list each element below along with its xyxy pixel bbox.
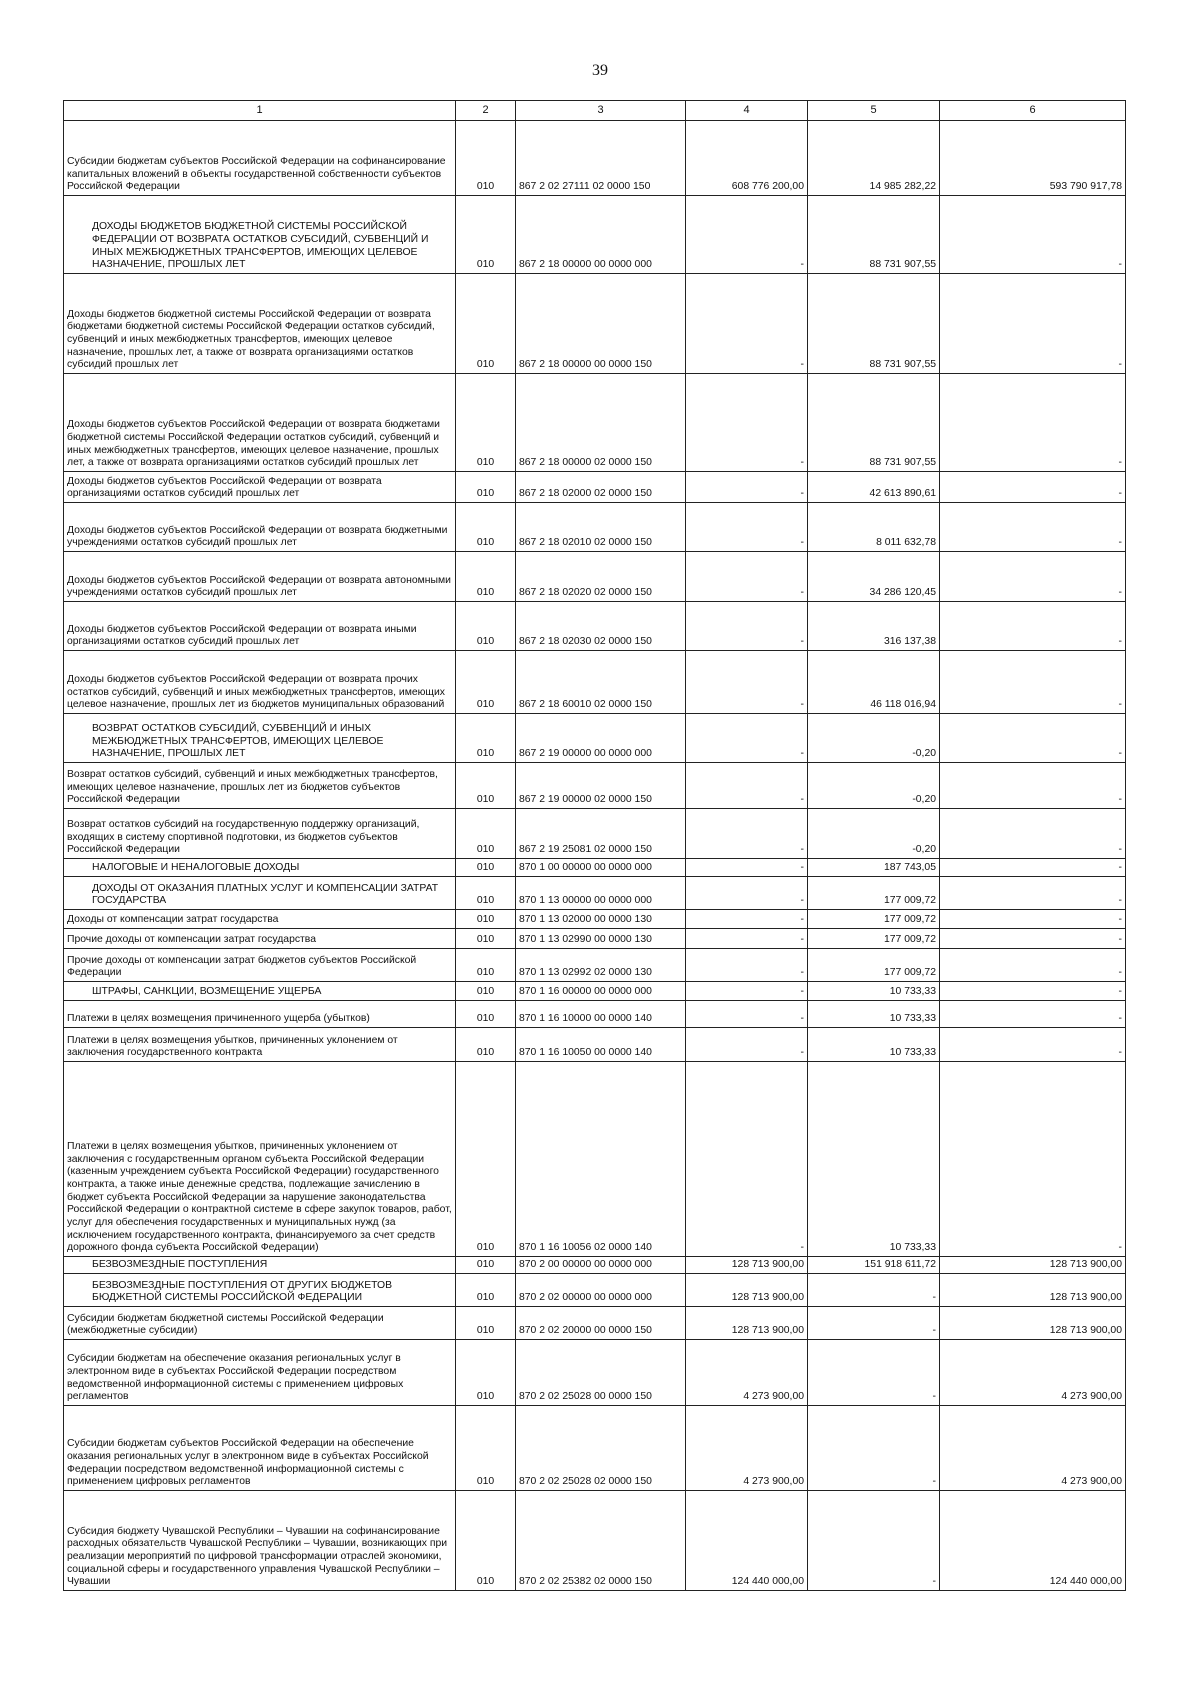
row-code: 010 <box>456 949 516 982</box>
row-budget-code: 867 2 18 00000 00 0000 000 <box>516 196 686 274</box>
row-code: 010 <box>456 274 516 374</box>
row-column-5: 46 118 016,94 <box>808 651 940 714</box>
table-row <box>64 552 1126 602</box>
page-number: 39 <box>592 62 608 79</box>
table-row <box>64 859 1126 877</box>
table-row <box>64 877 1126 910</box>
row-column-5: 177 009,72 <box>808 910 940 929</box>
row-column-6: - <box>940 472 1126 503</box>
row-code: 010 <box>456 552 516 602</box>
row-name: Доходы от компенсации затрат государства <box>64 910 456 929</box>
row-budget-code: 867 2 18 02010 02 0000 150 <box>516 503 686 552</box>
row-column-5: 177 009,72 <box>808 929 940 949</box>
row-code: 010 <box>456 1340 516 1406</box>
row-column-6: - <box>940 1062 1126 1257</box>
table-row <box>64 910 1126 929</box>
table-row <box>64 809 1126 859</box>
row-column-6: - <box>940 929 1126 949</box>
row-code: 010 <box>456 910 516 929</box>
row-code: 010 <box>456 982 516 1001</box>
column-header: 6 <box>940 101 1126 121</box>
row-code: 010 <box>456 472 516 503</box>
row-code: 010 <box>456 1028 516 1062</box>
row-name: НАЛОГОВЫЕ И НЕНАЛОГОВЫЕ ДОХОДЫ <box>64 859 456 877</box>
row-code: 010 <box>456 503 516 552</box>
row-name: ШТРАФЫ, САНКЦИИ, ВОЗМЕЩЕНИЕ УЩЕРБА <box>64 982 456 1001</box>
row-code: 010 <box>456 859 516 877</box>
row-code: 010 <box>456 714 516 763</box>
table-row <box>64 1274 1126 1307</box>
row-column-5: 42 613 890,61 <box>808 472 940 503</box>
row-name: Прочие доходы от компенсации затрат государства <box>64 929 456 949</box>
row-column-5: 177 009,72 <box>808 877 940 910</box>
table-row <box>64 121 1126 196</box>
row-column-4: - <box>686 1062 808 1257</box>
row-code: 010 <box>456 602 516 651</box>
row-name: Доходы бюджетов субъектов Российской Федерации от возврата бюджетами бюджетной системы Российской Федерации остатков субсидий, субвенций и иных межбюджетных трансфертов, имеющих целевое назначение, прошлых лет, а также от возврата организациями остатков субсидий прошлых лет <box>64 374 456 472</box>
row-column-4: - <box>686 274 808 374</box>
row-code: 010 <box>456 1257 516 1274</box>
table-row <box>64 602 1126 651</box>
row-budget-code: 870 1 16 10000 00 0000 140 <box>516 1001 686 1028</box>
row-column-4: - <box>686 503 808 552</box>
row-column-6: 593 790 917,78 <box>940 121 1126 196</box>
row-name: ДОХОДЫ ОТ ОКАЗАНИЯ ПЛАТНЫХ УСЛУГ И КОМПЕНСАЦИИ ЗАТРАТ ГОСУДАРСТВА <box>64 877 456 910</box>
row-column-4: - <box>686 196 808 274</box>
row-name: Платежи в целях возмещения убытков, причиненных уклонением от заключения с государственным органом субъекта Российской Федерации (казенным учреждением субъекта Российской Федерации) государственного контракта, а также иные денежные средства, подлежащие зачислению в бюджет субъекта Российской Федерации за нарушение законодательства Российской Федерации о контрактной системе в сфере закупок товаров, работ, услуг для обеспечения государственных и муниципальных нужд (за исключением государственного контракта, финансируемого за счет средств дорожного фонда субъекта Российской Федерации) <box>64 1062 456 1257</box>
row-budget-code: 867 2 19 25081 02 0000 150 <box>516 809 686 859</box>
row-column-6: - <box>940 503 1126 552</box>
row-budget-code: 867 2 18 00000 00 0000 150 <box>516 274 686 374</box>
row-column-6: 124 440 000,00 <box>940 1491 1126 1591</box>
row-column-6: 128 713 900,00 <box>940 1257 1126 1274</box>
row-budget-code: 870 1 16 10050 00 0000 140 <box>516 1028 686 1062</box>
table-row <box>64 949 1126 982</box>
row-column-5: 88 731 907,55 <box>808 374 940 472</box>
row-code: 010 <box>456 1062 516 1257</box>
row-column-4: - <box>686 859 808 877</box>
row-budget-code: 870 1 13 00000 00 0000 000 <box>516 877 686 910</box>
row-code: 010 <box>456 1001 516 1028</box>
header-row <box>64 101 1126 121</box>
row-name: Доходы бюджетов субъектов Российской Федерации от возврата прочих остатков субсидий, субвенций и иных межбюджетных трансфертов, имеющих целевое назначение, прошлых лет из бюджетов муниципальных образований <box>64 651 456 714</box>
row-column-5: 14 985 282,22 <box>808 121 940 196</box>
row-column-4: - <box>686 982 808 1001</box>
row-column-4: 4 273 900,00 <box>686 1340 808 1406</box>
row-column-4: - <box>686 651 808 714</box>
row-budget-code: 867 2 18 60010 02 0000 150 <box>516 651 686 714</box>
row-name: БЕЗВОЗМЕЗДНЫЕ ПОСТУПЛЕНИЯ ОТ ДРУГИХ БЮДЖЕТОВ БЮДЖЕТНОЙ СИСТЕМЫ РОССИЙСКОЙ ФЕДЕРАЦИИ <box>64 1274 456 1307</box>
row-name: Доходы бюджетов субъектов Российской Федерации от возврата автономными учреждениями остатков субсидий прошлых лет <box>64 552 456 602</box>
row-name: Возврат остатков субсидий на государственную поддержку организаций, входящих в систему спортивной подготовки, из бюджетов субъектов Российской Федерации <box>64 809 456 859</box>
table-row <box>64 651 1126 714</box>
table-row <box>64 503 1126 552</box>
row-code: 010 <box>456 651 516 714</box>
row-budget-code: 870 1 13 02990 00 0000 130 <box>516 929 686 949</box>
row-code: 010 <box>456 196 516 274</box>
row-column-6: 128 713 900,00 <box>940 1307 1126 1340</box>
row-column-6: - <box>940 910 1126 929</box>
row-column-5: - <box>808 1340 940 1406</box>
row-column-4: 128 713 900,00 <box>686 1307 808 1340</box>
row-budget-code: 870 2 02 25382 02 0000 150 <box>516 1491 686 1591</box>
row-name: Доходы бюджетов бюджетной системы Российской Федерации от возврата бюджетами бюджетной системы Российской Федерации остатков субсидий, субвенций и иных межбюджетных трансфертов, имеющих целевое назначение, прошлых лет, а также от возврата организациями остатков субсидий прошлых лет <box>64 274 456 374</box>
row-column-5: 177 009,72 <box>808 949 940 982</box>
row-column-6: - <box>940 1001 1126 1028</box>
row-column-5: -0,20 <box>808 714 940 763</box>
row-column-6: - <box>940 714 1126 763</box>
row-budget-code: 867 2 02 27111 02 0000 150 <box>516 121 686 196</box>
row-column-4: - <box>686 1028 808 1062</box>
row-column-6: - <box>940 196 1126 274</box>
row-column-4: - <box>686 1001 808 1028</box>
row-name: Субсидия бюджету Чувашской Республики – Чувашии на софинансирование расходных обязательств Чувашской Республики – Чувашии, возникающих при реализации мероприятий по цифровой трансформации отраслей экономики, социальной сферы и государственного управления Чувашской Республики – Чувашии <box>64 1491 456 1591</box>
row-name: Платежи в целях возмещения причиненного ущерба (убытков) <box>64 1001 456 1028</box>
row-column-4: - <box>686 763 808 809</box>
row-budget-code: 870 2 00 00000 00 0000 000 <box>516 1257 686 1274</box>
row-column-6: - <box>940 763 1126 809</box>
row-budget-code: 870 1 13 02992 02 0000 130 <box>516 949 686 982</box>
row-column-4: 124 440 000,00 <box>686 1491 808 1591</box>
table-row <box>64 1340 1126 1406</box>
column-header: 5 <box>808 101 940 121</box>
row-column-5: - <box>808 1274 940 1307</box>
table-row <box>64 1001 1126 1028</box>
table-row <box>64 1307 1126 1340</box>
row-code: 010 <box>456 374 516 472</box>
row-column-6: - <box>940 949 1126 982</box>
row-column-5: 10 733,33 <box>808 1028 940 1062</box>
row-budget-code: 870 2 02 25028 02 0000 150 <box>516 1406 686 1491</box>
row-budget-code: 870 2 02 25028 00 0000 150 <box>516 1340 686 1406</box>
table-row <box>64 714 1126 763</box>
row-column-4: 4 273 900,00 <box>686 1406 808 1491</box>
row-code: 010 <box>456 1406 516 1491</box>
row-column-5: - <box>808 1406 940 1491</box>
row-code: 010 <box>456 877 516 910</box>
row-column-5: 187 743,05 <box>808 859 940 877</box>
row-name: Субсидии бюджетам на обеспечение оказания региональных услуг в электронном виде в субъектах Российской Федерации посредством ведомственной информационной системы с применением цифровых регламентов <box>64 1340 456 1406</box>
row-column-5: - <box>808 1307 940 1340</box>
row-column-4: 128 713 900,00 <box>686 1274 808 1307</box>
row-column-5: 8 011 632,78 <box>808 503 940 552</box>
row-column-4: - <box>686 910 808 929</box>
row-budget-code: 870 1 13 02000 00 0000 130 <box>516 910 686 929</box>
column-header: 4 <box>686 101 808 121</box>
row-name: Платежи в целях возмещения убытков, причиненных уклонением от заключения государственного контракта <box>64 1028 456 1062</box>
row-budget-code: 867 2 19 00000 02 0000 150 <box>516 763 686 809</box>
row-column-6: - <box>940 1028 1126 1062</box>
row-column-4: - <box>686 374 808 472</box>
table-row <box>64 1406 1126 1491</box>
row-code: 010 <box>456 1307 516 1340</box>
row-column-4: 608 776 200,00 <box>686 121 808 196</box>
row-column-6: - <box>940 809 1126 859</box>
row-code: 010 <box>456 809 516 859</box>
row-column-4: - <box>686 472 808 503</box>
row-column-6: - <box>940 374 1126 472</box>
budget-table <box>63 100 1126 1591</box>
table-row <box>64 763 1126 809</box>
row-column-5: 88 731 907,55 <box>808 274 940 374</box>
row-budget-code: 870 1 00 00000 00 0000 000 <box>516 859 686 877</box>
row-code: 010 <box>456 763 516 809</box>
row-column-5: 10 733,33 <box>808 1001 940 1028</box>
column-header: 1 <box>64 101 456 121</box>
row-column-6: 4 273 900,00 <box>940 1340 1126 1406</box>
row-column-5: 10 733,33 <box>808 982 940 1001</box>
row-column-6: - <box>940 651 1126 714</box>
row-column-4: - <box>686 552 808 602</box>
row-name: Возврат остатков субсидий, субвенций и иных межбюджетных трансфертов, имеющих целевое назначение, прошлых лет из бюджетов субъектов Российской Федерации <box>64 763 456 809</box>
row-name: Субсидии бюджетам субъектов Российской Федерации на обеспечение оказания региональных услуг в электронном виде в субъектах Российской Федерации посредством ведомственной информационной системы с применением цифровых регламентов <box>64 1406 456 1491</box>
table-row <box>64 929 1126 949</box>
column-header: 2 <box>456 101 516 121</box>
row-budget-code: 867 2 18 00000 02 0000 150 <box>516 374 686 472</box>
row-name: БЕЗВОЗМЕЗДНЫЕ ПОСТУПЛЕНИЯ <box>64 1257 456 1274</box>
row-budget-code: 870 2 02 20000 00 0000 150 <box>516 1307 686 1340</box>
row-column-4: 128 713 900,00 <box>686 1257 808 1274</box>
table-row <box>64 1028 1126 1062</box>
row-column-4: - <box>686 877 808 910</box>
row-budget-code: 867 2 18 02020 02 0000 150 <box>516 552 686 602</box>
row-code: 010 <box>456 1274 516 1307</box>
row-code: 010 <box>456 1491 516 1591</box>
row-column-6: - <box>940 552 1126 602</box>
row-column-5: 316 137,38 <box>808 602 940 651</box>
row-column-6: - <box>940 877 1126 910</box>
row-column-4: - <box>686 949 808 982</box>
row-name: Субсидии бюджетам субъектов Российской Федерации на софинансирование капитальных вложений в объекты государственной собственности субъектов Российской Федерации <box>64 121 456 196</box>
row-column-6: - <box>940 274 1126 374</box>
table-row <box>64 274 1126 374</box>
row-column-6: - <box>940 982 1126 1001</box>
row-name: Субсидии бюджетам бюджетной системы Российской Федерации (межбюджетные субсидии) <box>64 1307 456 1340</box>
row-budget-code: 867 2 19 00000 00 0000 000 <box>516 714 686 763</box>
table-row <box>64 196 1126 274</box>
row-name: Доходы бюджетов субъектов Российской Федерации от возврата иными организациями остатков субсидий прошлых лет <box>64 602 456 651</box>
row-column-5: -0,20 <box>808 809 940 859</box>
row-column-5: - <box>808 1491 940 1591</box>
row-column-6: - <box>940 602 1126 651</box>
row-column-4: - <box>686 809 808 859</box>
row-budget-code: 870 1 16 10056 02 0000 140 <box>516 1062 686 1257</box>
row-name: Доходы бюджетов субъектов Российской Федерации от возврата организациями остатков субсидий прошлых лет <box>64 472 456 503</box>
row-code: 010 <box>456 929 516 949</box>
row-column-5: 88 731 907,55 <box>808 196 940 274</box>
row-code: 010 <box>456 121 516 196</box>
row-column-4: - <box>686 714 808 763</box>
row-budget-code: 870 2 02 00000 00 0000 000 <box>516 1274 686 1307</box>
row-name: ДОХОДЫ БЮДЖЕТОВ БЮДЖЕТНОЙ СИСТЕМЫ РОССИЙСКОЙ ФЕДЕРАЦИИ ОТ ВОЗВРАТА ОСТАТКОВ СУБСИДИЙ, СУБВЕНЦИЙ И ИНЫХ МЕЖБЮДЖЕТНЫХ ТРАНСФЕРТОВ, ИМЕЮЩИХ ЦЕЛЕВОЕ НАЗНАЧЕНИЕ, ПРОШЛЫХ ЛЕТ <box>64 196 456 274</box>
table-row <box>64 982 1126 1001</box>
row-column-6: 128 713 900,00 <box>940 1274 1126 1307</box>
table-row <box>64 472 1126 503</box>
table-row <box>64 1062 1126 1257</box>
row-name: Прочие доходы от компенсации затрат бюджетов субъектов Российской Федерации <box>64 949 456 982</box>
table-row <box>64 1257 1126 1274</box>
row-column-4: - <box>686 602 808 651</box>
row-budget-code: 867 2 18 02000 02 0000 150 <box>516 472 686 503</box>
row-column-5: -0,20 <box>808 763 940 809</box>
row-column-5: 10 733,33 <box>808 1062 940 1257</box>
table-row <box>64 374 1126 472</box>
row-column-5: 34 286 120,45 <box>808 552 940 602</box>
table-row <box>64 1491 1126 1591</box>
row-column-6: - <box>940 859 1126 877</box>
row-budget-code: 870 1 16 00000 00 0000 000 <box>516 982 686 1001</box>
row-column-6: 4 273 900,00 <box>940 1406 1126 1491</box>
column-header: 3 <box>516 101 686 121</box>
row-name: ВОЗВРАТ ОСТАТКОВ СУБСИДИЙ, СУБВЕНЦИЙ И ИНЫХ МЕЖБЮДЖЕТНЫХ ТРАНСФЕРТОВ, ИМЕЮЩИХ ЦЕЛЕВОЕ НАЗНАЧЕНИЕ, ПРОШЛЫХ ЛЕТ <box>64 714 456 763</box>
row-name: Доходы бюджетов субъектов Российской Федерации от возврата бюджетными учреждениями остатков субсидий прошлых лет <box>64 503 456 552</box>
row-column-4: - <box>686 929 808 949</box>
row-budget-code: 867 2 18 02030 02 0000 150 <box>516 602 686 651</box>
row-column-5: 151 918 611,72 <box>808 1257 940 1274</box>
